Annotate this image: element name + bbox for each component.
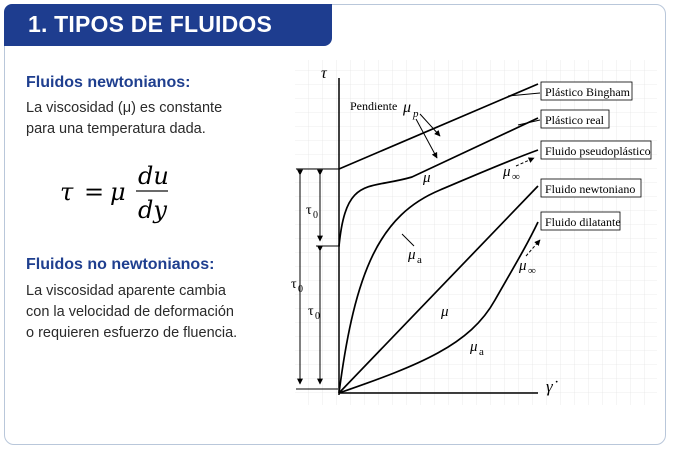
annotation-tau0-upper: τ [306, 203, 312, 218]
title-banner [4, 4, 332, 46]
annotation-tau0-lower: τ [308, 304, 314, 319]
non-newtonian-line-1: La viscosidad aparente cambia [26, 283, 226, 299]
non-newtonian-title: Fluidos no newtonianos: [26, 256, 215, 273]
annotation-mu-inf-top: μ [503, 164, 511, 180]
annotation-mu-inf-dil: μ [519, 258, 527, 274]
legend-pseudoplastic-label: Fluido pseudoplástico [545, 144, 651, 158]
annotation-mu-inf-top-sub: ∞ [512, 171, 520, 183]
y-axis-label: τ [321, 65, 327, 82]
newtonian-line-2: para una temperatura dada. [26, 121, 206, 137]
annotation-tau0-left: τ [291, 277, 297, 292]
annotation-mu-newton: μ [441, 304, 449, 320]
equation-equals: = [84, 178, 105, 206]
equation-tau: τ [60, 178, 74, 206]
annotation-mu-a-pseudo: μ [408, 247, 416, 263]
non-newtonian-line-2: con la velocidad de deformación [26, 304, 234, 320]
annotation-mu-a-dil: μ [470, 339, 478, 355]
annotation-mu-p: μ [403, 99, 412, 116]
annotation-mu-a-dil-sub: a [479, 346, 484, 358]
newtonian-description [26, 98, 222, 140]
page-title: 1. TIPOS DE FLUIDOS [28, 11, 273, 37]
annotation-pendiente: Pendiente [350, 99, 398, 113]
newtonian-title: Fluidos newtonianos: [26, 74, 191, 91]
annotation-mu-a-pseudo-sub: a [417, 254, 422, 266]
annotation-mu-p-sub: p [413, 108, 419, 120]
legend-pseudoplastic [541, 141, 651, 159]
x-axis-label: γ̇ [546, 377, 553, 396]
equation-denominator: dy [138, 196, 167, 224]
legend-dilatant [541, 212, 621, 230]
annotation-tau0-upper-sub: 0 [313, 210, 318, 221]
legend-bingham-label: Plástico Bingham [545, 85, 630, 99]
legend-newtonian-label: Fluido newtoniano [545, 182, 636, 196]
legend-bingham [541, 82, 632, 100]
equation-mu: μ [110, 178, 126, 206]
legend-dilatant-label: Fluido dilatante [545, 215, 621, 229]
legend-newtonian [541, 179, 641, 197]
legend-real [541, 110, 609, 128]
annotation-mu-real: μ [423, 170, 431, 186]
newtonian-line-1: La viscosidad (μ) es constante [26, 100, 223, 116]
legend-real-label: Plástico real [545, 113, 604, 127]
rheology-diagram [285, 60, 657, 405]
annotation-tau0-lower-sub: 0 [315, 311, 320, 322]
newton-viscosity-equation [58, 158, 198, 228]
non-newtonian-line-3: o requieren esfuerzo de fluencia. [26, 325, 238, 341]
equation-numerator: du [138, 162, 169, 190]
annotation-tau0-left-sub: 0 [298, 284, 303, 295]
annotation-mu-inf-dil-sub: ∞ [528, 265, 536, 277]
non-newtonian-description [26, 281, 237, 344]
